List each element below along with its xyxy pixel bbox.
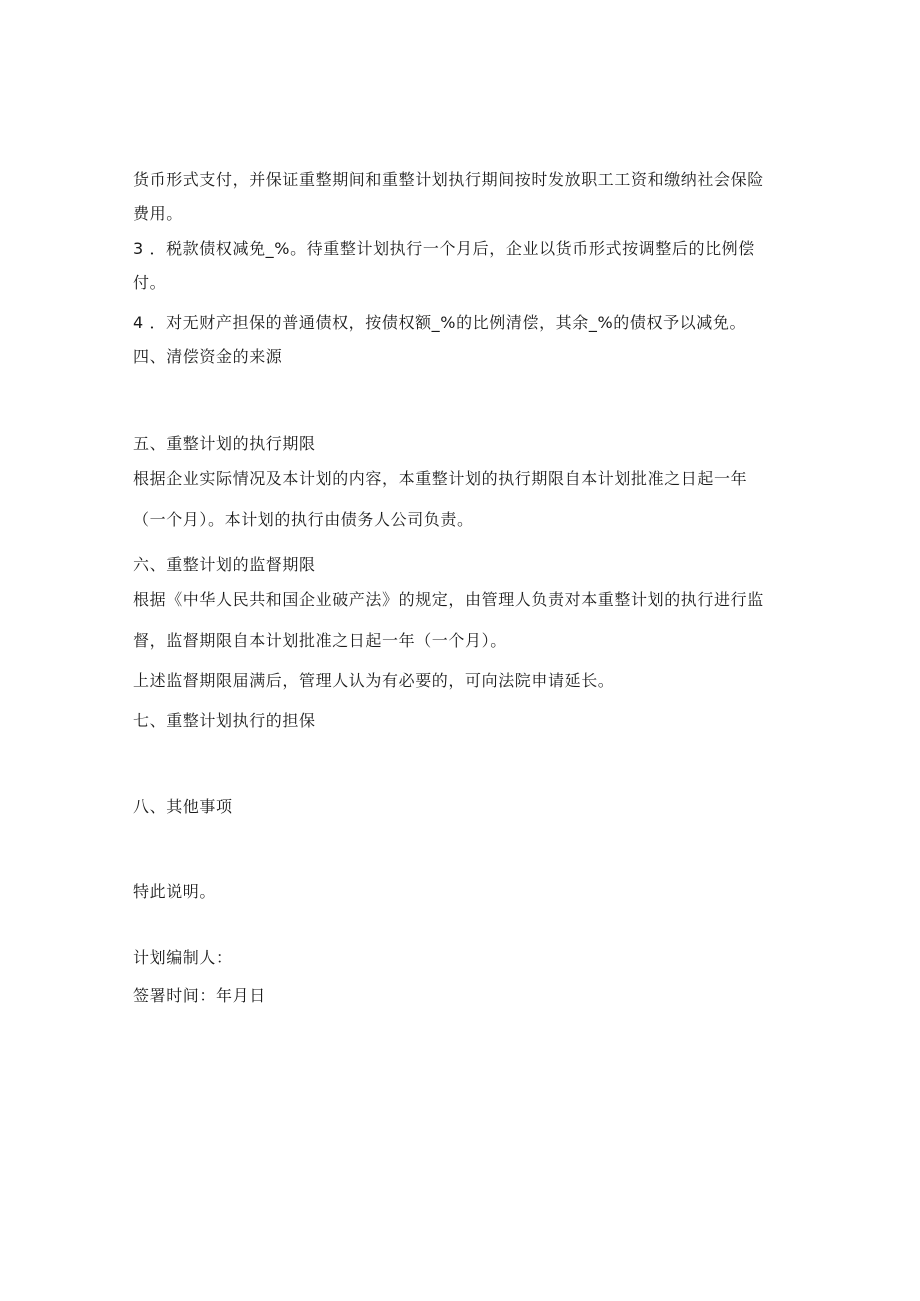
list-item-3-line: 3 ．税款债权减免_%。待重整计划执行一个月后，企业以货币形式按调整后的比例偿 [133,239,755,258]
section-heading-5: 五、重整计划的执行期限 [133,434,316,453]
section-heading-8: 八、其他事项 [133,797,233,816]
paragraph-line: 根据《中华人民共和国企业破产法》的规定，由管理人负责对本重整计划的执行进行监 [133,590,764,609]
section-heading-6: 六、重整计划的监督期限 [133,555,316,574]
paragraph-line: 费用。 [133,204,183,223]
section-heading-4: 四、清偿资金的来源 [133,347,283,366]
paragraph-line: 上述监督期限届满后，管理人认为有必要的，可向法院申请延长。 [133,671,615,690]
signing-date-label: 签署时间：年月日 [133,986,266,1005]
paragraph-line: （一个月）。本计划的执行由债务人公司负责。 [133,510,474,529]
section-heading-7: 七、重整计划执行的担保 [133,711,316,730]
closing-statement: 特此说明。 [133,882,217,901]
list-item-4: 4 ．对无财产担保的普通债权，按债权额_%的比例清偿，其余_%的债权予以减免。 [133,313,747,332]
paragraph-line: 根据企业实际情况及本计划的内容，本重整计划的执行期限自本计划批准之日起一年 [133,469,748,488]
list-item-3-line: 付。 [133,273,167,292]
paragraph-line: 督，监督期限自本计划批准之日起一年（一个月）。 [133,631,507,650]
paragraph-line: 货币形式支付，并保证重整期间和重整计划执行期间按时发放职工工资和缴纳社会保险 [133,170,764,189]
plan-author-label: 计划编制人： [133,948,233,967]
